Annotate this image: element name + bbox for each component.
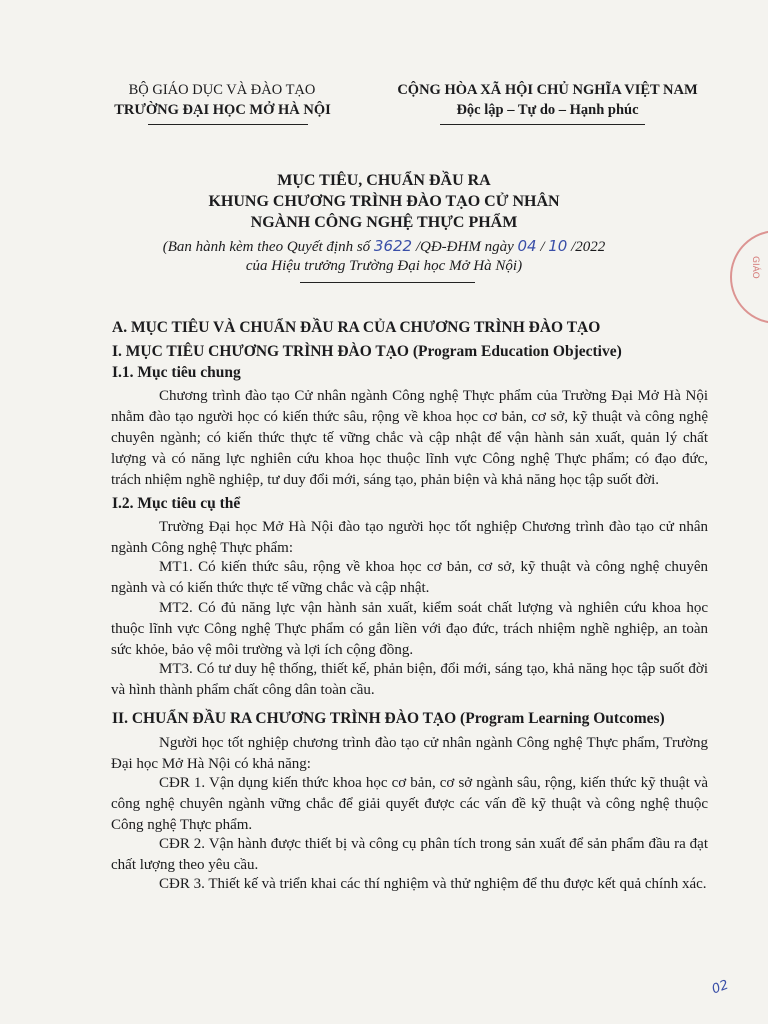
decision-mid: /QĐ-ĐHM ngày <box>415 239 514 255</box>
part-i-heading: I. MỤC TIÊU CHƯƠNG TRÌNH ĐÀO TẠO (Program Education Objective) <box>112 343 622 360</box>
decision-prefix: (Ban hành kèm theo Quyết định số <box>162 239 371 255</box>
doc-title-line1: MỤC TIÊU, CHUẨN ĐẦU RA <box>277 172 491 189</box>
page-number-mark: 02 <box>709 977 731 998</box>
outcome-cdr2: CĐR 2. Vận hành được thiết bị và công cụ phân tích trong sản xuất để sản phẩm đầu ra đạt chất lượng theo yêu cầu. <box>111 836 708 873</box>
objective-mt1: MT1. Có kiến thức sâu, rộng về khoa học cơ bản, cơ sở, kỹ thuật và công nghệ chuyên ngành và có kiến thức thực tế vững chắc và cập nhật. <box>111 559 708 596</box>
doc-title-line2: KHUNG CHƯƠNG TRÌNH ĐÀO TẠO CỬ NHÂN <box>208 193 560 210</box>
motto: Độc lập – Tự do – Hạnh phúc <box>456 102 639 118</box>
doc-title-line3: NGÀNH CÔNG NGHỆ THỰC PHẨM <box>250 214 518 231</box>
title-underline <box>300 282 475 283</box>
decision-number: 3622 <box>373 237 413 255</box>
section-a-heading: A. MỤC TIÊU VÀ CHUẨN ĐẦU RA CỦA CHƯƠNG TRÌNH ĐÀO TẠO <box>112 319 601 336</box>
specific-objective-intro: Trường Đại học Mở Hà Nội đào tạo người học tốt nghiệp Chương trình đào tạo cử nhân ngành Công nghệ Thực phẩm: <box>111 519 708 556</box>
university-name: TRƯỜNG ĐẠI HỌC MỞ HÀ NỘI <box>114 102 331 118</box>
seal-stamp-text: GIÁO <box>750 256 760 279</box>
ministry-name: BỘ GIÁO DỤC VÀ ĐÀO TẠO <box>128 82 316 98</box>
outcome-cdr1: CĐR 1. Vận dụng kiến thức khoa học cơ bản, cơ sở ngành sâu, rộng, kiến thức kỹ thuật và công nghệ chuyên ngành vững chắc để giải quyết được các vấn đề kỹ thuật và công nghệ thuộc Công nghệ Thực phẩm. <box>111 775 708 833</box>
part-ii-heading: II. CHUẨN ĐẦU RA CHƯƠNG TRÌNH ĐÀO TẠO (Program Learning Outcomes) <box>112 710 665 727</box>
header-right-underline <box>440 124 645 125</box>
general-objective-text: Chương trình đào tạo Cử nhân ngành Công nghệ Thực phẩm của Trường Đại Mở Hà Nội nhằm đào tạo người học có kiến thức sâu, rộng về khoa học cơ bản, cơ sở, kỹ thuật và công nghệ chuyên ngành; có kiến thức thực tế vững chắc và cập nhật để vận hành sản xuất, quản lý chất lượng và có năng lực nghiên cứu khoa học thuộc lĩnh vực Công nghệ Thực phẩm; có đạo đức, trách nhiệm nghề nghiệp, tư duy đổi mới, sáng tạo, phản biện và khả năng học tập suốt đời. <box>111 388 708 488</box>
decision-year: /2022 <box>571 239 606 255</box>
decision-issuer: của Hiệu trưởng Trường Đại học Mở Hà Nội) <box>245 258 523 274</box>
decision-month: 10 <box>548 237 568 255</box>
decision-line: (Ban hành kèm theo Quyết định số 3622 /QĐ-ĐHM ngày 04 / 10 /2022 <box>162 237 606 255</box>
learning-outcomes-intro: Người học tốt nghiệp chương trình đào tạo cử nhân ngành Công nghệ Thực phẩm, Trường Đại học Mở Hà Nội có khả năng: <box>111 735 708 772</box>
general-objective-heading: I.1. Mục tiêu chung <box>112 364 241 381</box>
header-left-underline <box>148 124 308 125</box>
objective-mt3: MT3. Có tư duy hệ thống, thiết kế, phản biện, đổi mới, sáng tạo, khả năng học tập suốt đời và hình thành phẩm chất công dân toàn cầu. <box>111 661 708 698</box>
objective-mt2: MT2. Có đủ năng lực vận hành sản xuất, kiểm soát chất lượng và nghiên cứu khoa học thuộc lĩnh vực Công nghệ Thực phẩm có gắn liền với đạo đức, trách nhiệm nghề nghiệp, an toàn sức khỏe, bảo vệ môi trường và lợi ích cộng đồng. <box>111 600 708 658</box>
specific-objective-heading: I.2. Mục tiêu cụ thể <box>112 495 241 512</box>
decision-day: 04 <box>517 237 537 255</box>
republic-name: CỘNG HÒA XÃ HỘI CHỦ NGHĨA VIỆT NAM <box>397 82 698 98</box>
outcome-cdr3: CĐR 3. Thiết kế và triển khai các thí nghiệm và thử nghiệm để thu được kết quả chính xác. <box>159 876 707 892</box>
